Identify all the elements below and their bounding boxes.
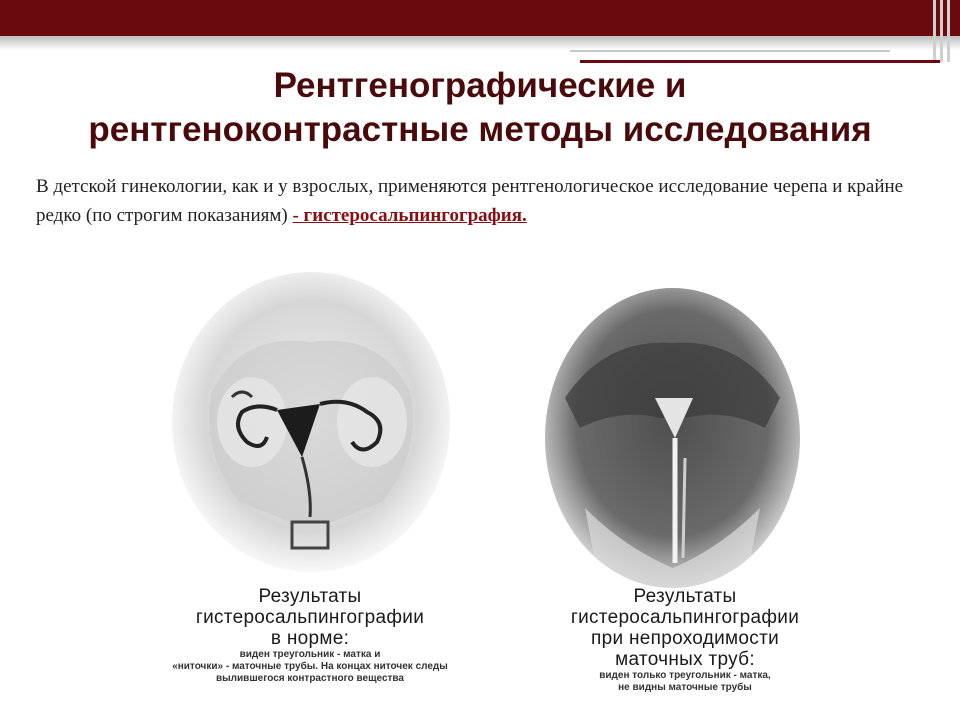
- body-text: В детской гинекологии, как и у взрослых, применяются рентгенологическое исследование черепа и крайне редко (по строгим показаниям): [36, 176, 904, 226]
- xray-image-obstruction: [545, 288, 800, 588]
- caption-title: в норме:: [270, 628, 350, 649]
- slide-title: [0, 64, 960, 152]
- accent-line: [580, 60, 940, 63]
- caption-detail: виден треугольник - матка и: [239, 649, 381, 660]
- caption-detail: «ниточки» - маточные трубы. На концах ниточек следы: [172, 661, 448, 672]
- header-bar: [0, 0, 960, 36]
- caption-detail: вылившегося контрастного вещества: [215, 673, 404, 684]
- caption-obstruction: [520, 586, 850, 694]
- caption-detail: виден только треугольник - матка,: [599, 670, 771, 681]
- xray-image-normal: [172, 272, 450, 572]
- corner-decoration: [933, 0, 936, 62]
- title-line-1: Рентгенографические и: [273, 66, 687, 105]
- corner-decoration: [947, 0, 950, 62]
- hysterosalpingography-link[interactable]: - гистеросальпингография.: [292, 205, 527, 226]
- accent-line: [570, 50, 890, 52]
- caption-normal: [130, 586, 490, 685]
- caption-title: Результаты: [633, 586, 737, 607]
- caption-title: при непроходимости: [591, 628, 779, 649]
- caption-title: маточных труб:: [615, 649, 755, 670]
- caption-title: гистеросальпингографии: [570, 607, 800, 628]
- caption-title: гистеросальпингографии: [195, 607, 425, 628]
- header-shadow: [0, 36, 960, 50]
- body-paragraph: [36, 172, 906, 230]
- title-line-2: рентгеноконтрастные методы исследования: [88, 110, 872, 149]
- corner-decoration: [940, 0, 943, 62]
- caption-title: Результаты: [258, 586, 362, 607]
- caption-detail: не видны маточные трубы: [618, 682, 752, 693]
